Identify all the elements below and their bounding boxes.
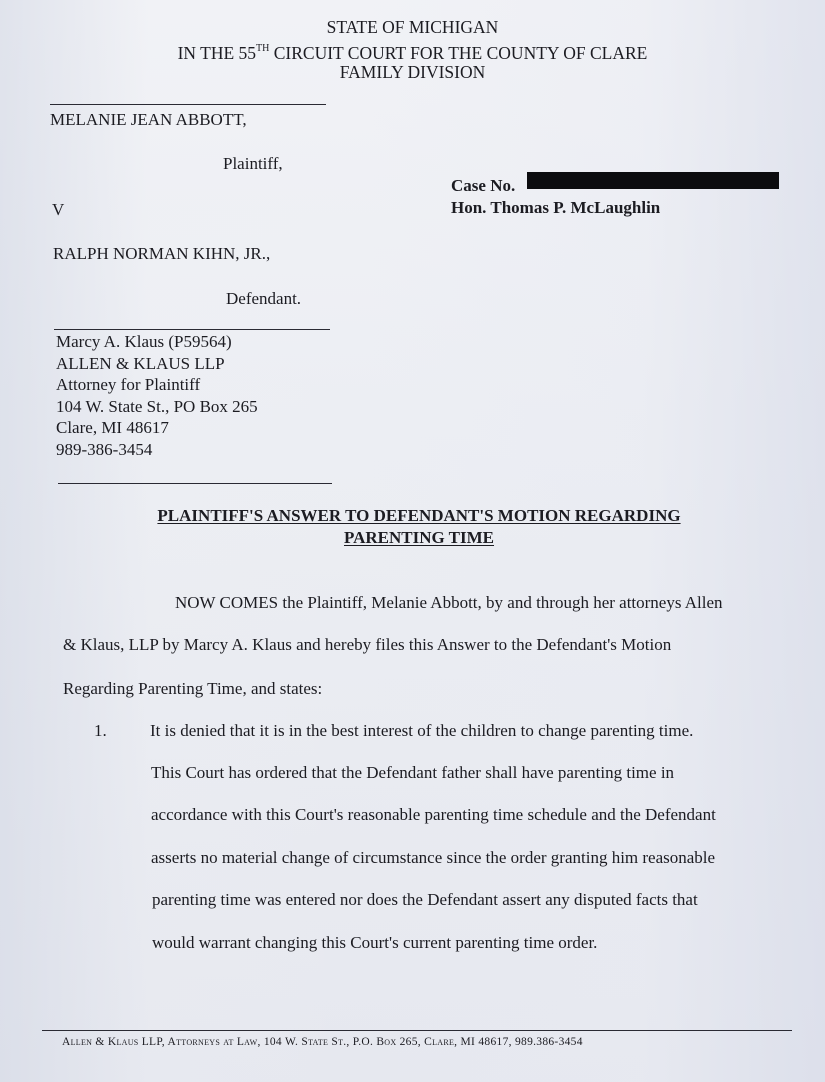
attorney-line: Clare, MI 48617	[56, 418, 169, 438]
plaintiff-role: Plaintiff,	[223, 154, 283, 173]
divider-line	[58, 483, 332, 484]
plaintiff-name: MELANIE JEAN ABBOTT,	[50, 110, 247, 129]
paragraph-line: This Court has ordered that the Defendant father shall have parenting time in	[151, 763, 675, 782]
case-number-label: Case No.	[451, 176, 516, 195]
judge-name: Hon. Thomas P. McLaughlin	[451, 198, 661, 217]
attorney-line: 989-386-3454	[56, 439, 153, 459]
intro-line: Regarding Parenting Time, and states:	[63, 679, 323, 698]
versus-label: V	[52, 200, 65, 219]
divider-line	[50, 104, 326, 105]
caption-court: IN THE 55TH CIRCUIT COURT FOR THE COUNTY OF CLARE	[177, 43, 648, 63]
defendant-name: RALPH NORMAN KIHN, JR.,	[53, 244, 271, 263]
redaction-bar	[527, 172, 779, 189]
paragraph-line: asserts no material change of circumstance since the order granting him reasonable	[151, 848, 716, 867]
footer-text: Allen & Klaus LLP, Attorneys at Law, 104 W. State St., P.O. Box 265, Clare, MI 48617, 989.386-3454	[62, 1036, 583, 1048]
attorney-block	[56, 331, 258, 461]
attorney-line: 104 W. State St., PO Box 265	[56, 396, 258, 416]
divider-line	[54, 329, 330, 330]
attorney-line: ALLEN & KLAUS LLP	[56, 353, 225, 373]
paragraph-number: 1.	[94, 721, 107, 740]
paragraph-line: would warrant changing this Court's current parenting time order.	[152, 933, 598, 952]
caption-division: FAMILY DIVISION	[339, 62, 486, 82]
intro-line: & Klaus, LLP by Marcy A. Klaus and hereby files this Answer to the Defendant's Motion	[63, 635, 672, 654]
defendant-role: Defendant.	[226, 289, 302, 308]
intro-line: NOW COMES the Plaintiff, Melanie Abbott, by and through her attorneys Allen	[175, 593, 723, 612]
paragraph-line: accordance with this Court's reasonable parenting time schedule and the Defendant	[151, 805, 716, 824]
paragraph-line: parenting time was entered nor does the Defendant assert any disputed facts that	[152, 890, 698, 909]
attorney-line: Marcy A. Klaus (P59564)	[56, 332, 232, 351]
paragraph-line: It is denied that it is in the best interest of the children to change parenting time.	[150, 721, 694, 740]
document-title-line1: PLAINTIFF'S ANSWER TO DEFENDANT'S MOTION REGARDING	[157, 506, 681, 525]
footer-divider	[42, 1030, 792, 1031]
document-title-line2: PARENTING TIME	[343, 528, 495, 547]
caption-state: STATE OF MICHIGAN	[326, 17, 499, 37]
attorney-line: Attorney for Plaintiff	[56, 375, 201, 395]
